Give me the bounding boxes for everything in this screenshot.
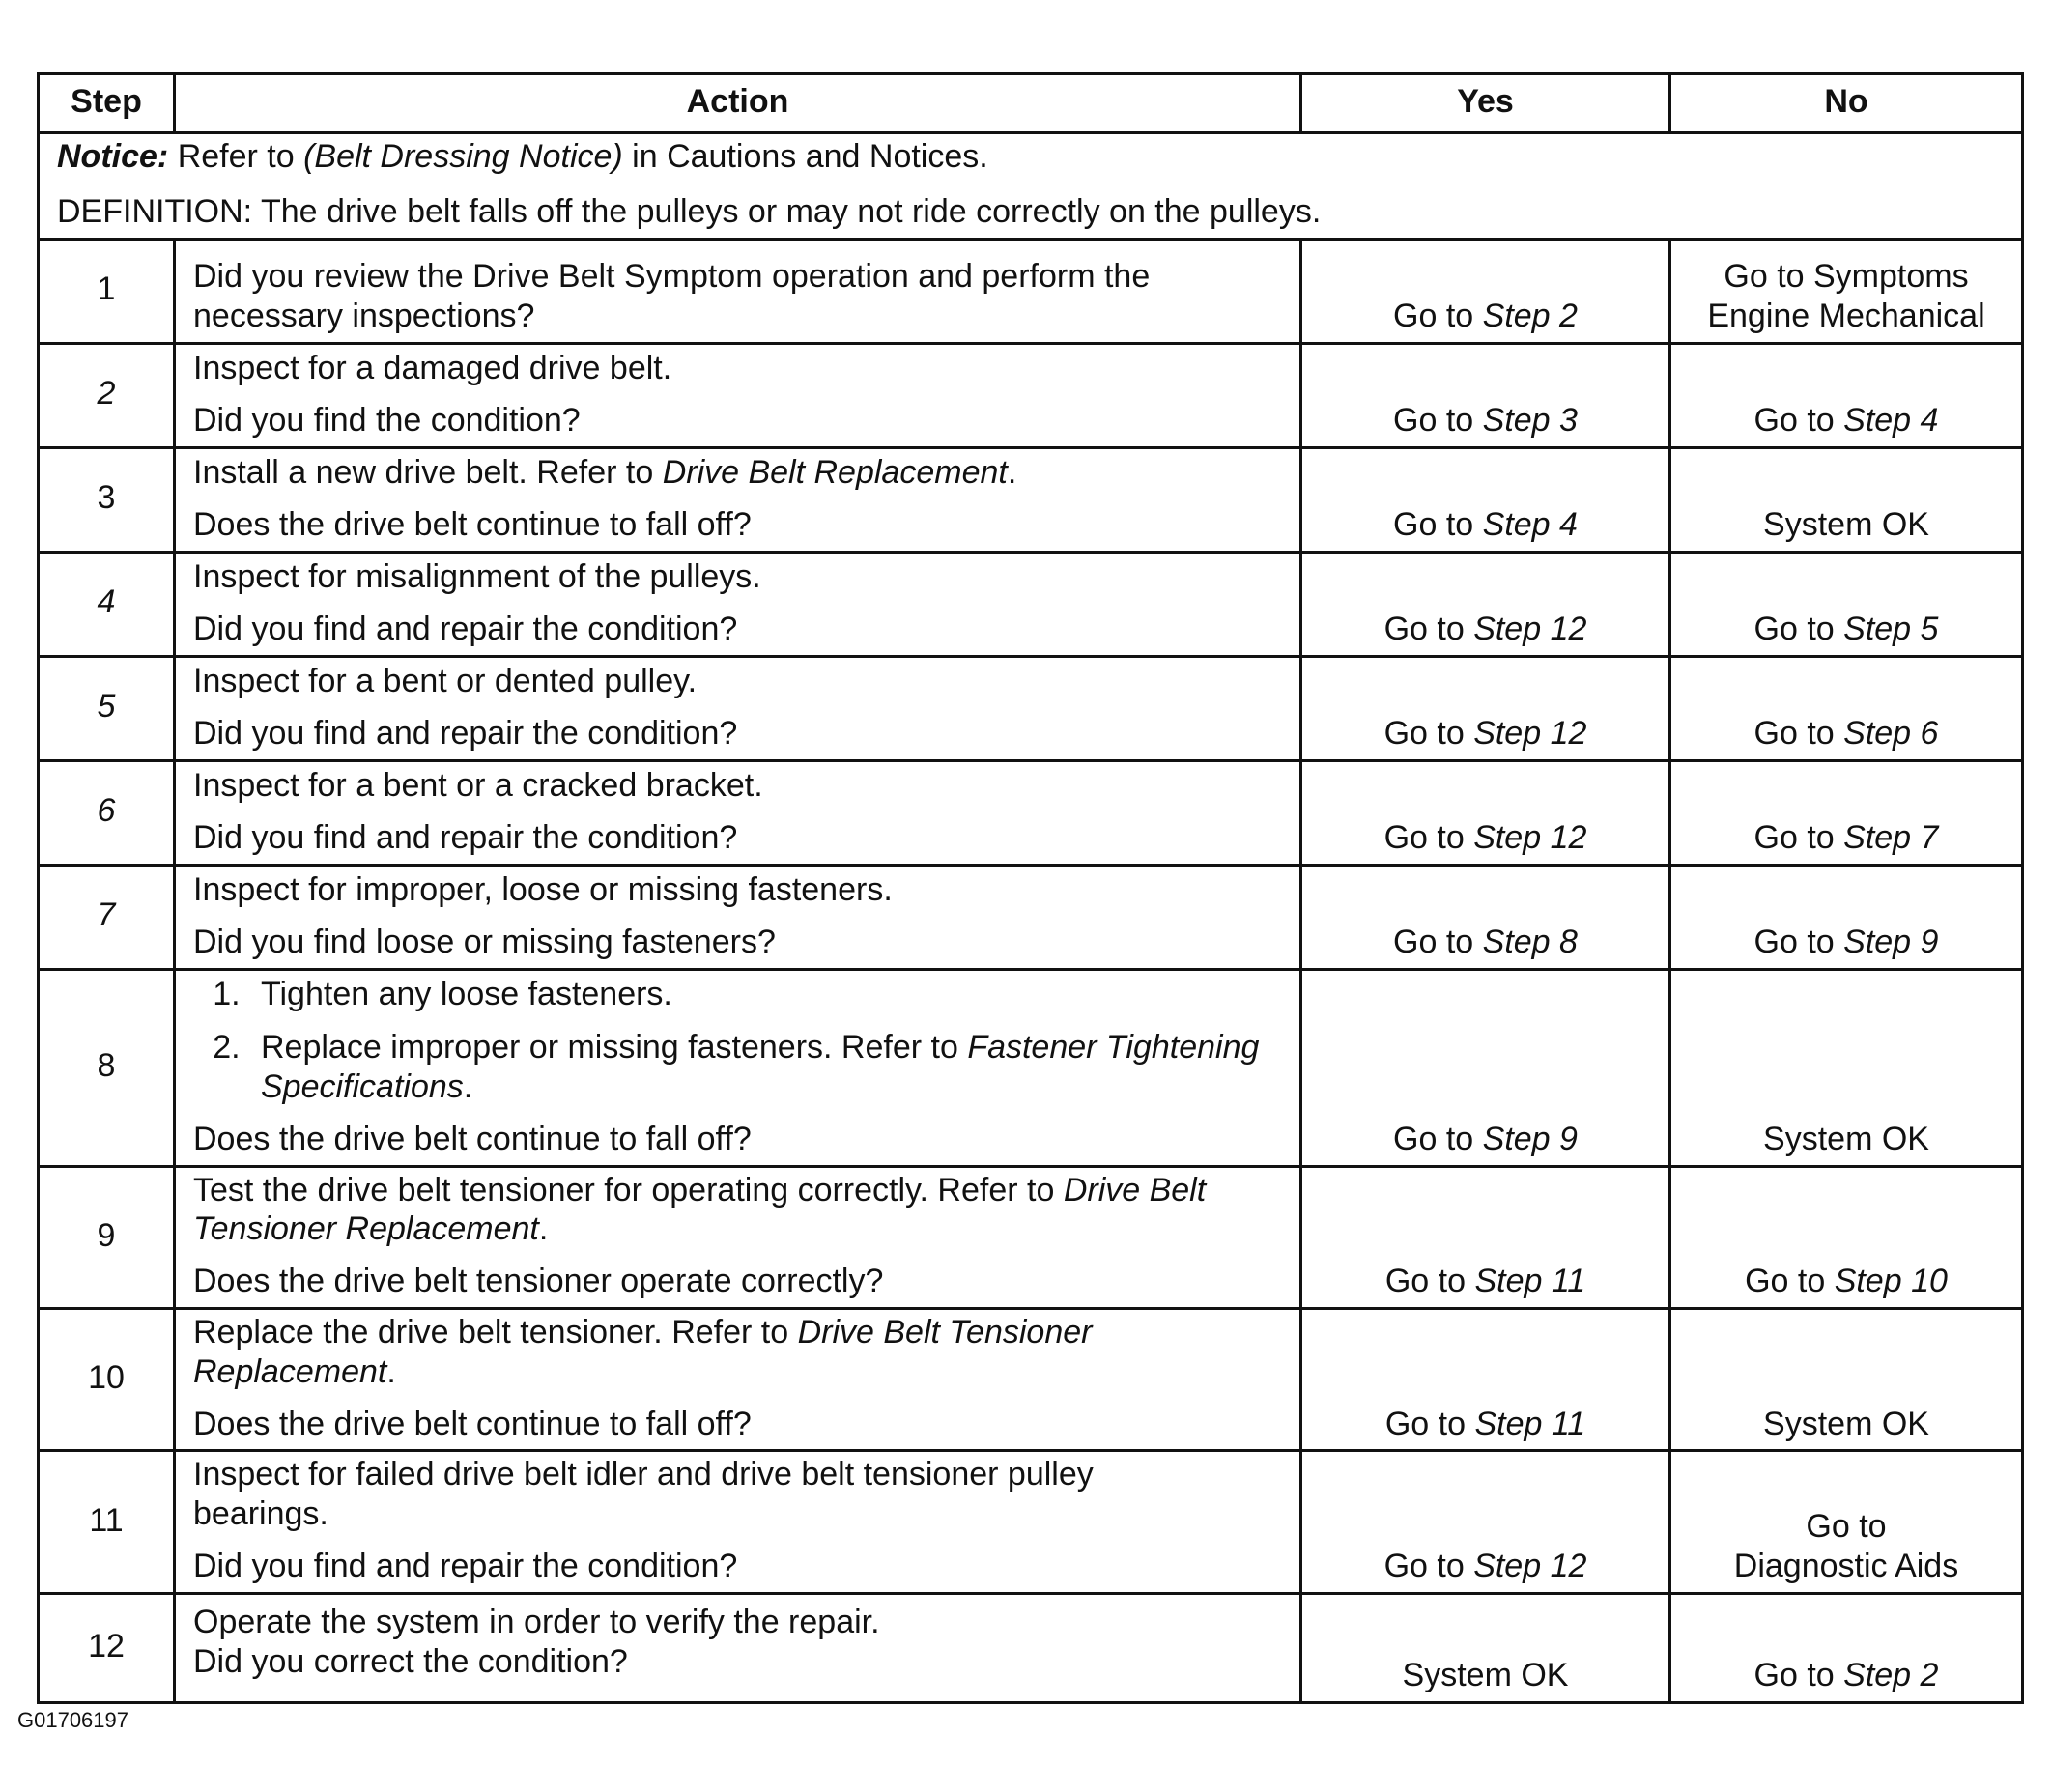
no-cell <box>1670 865 2023 969</box>
action-text: Inspect for improper, loose or missing fasteners. <box>193 871 893 908</box>
no-text-line2[interactable]: Engine Mechanical <box>1707 297 1985 334</box>
yes-step-link[interactable]: Step 12 <box>1473 610 1587 647</box>
yes-prefix: Go to <box>1383 1547 1474 1584</box>
table-row <box>39 656 2023 760</box>
header-action: Action <box>175 74 1301 133</box>
action-cell <box>175 343 1301 447</box>
action-text: Inspect for failed drive belt idler and drive belt tensioner pulley bearings. <box>193 1456 1094 1533</box>
no-cell: System OK <box>1670 447 2023 552</box>
list-item-post: . <box>463 1068 473 1105</box>
action-text-post: . <box>1007 454 1017 491</box>
action-cell <box>175 865 1301 969</box>
yes-cell: System OK <box>1301 1593 1670 1702</box>
figure-id: G01706197 <box>17 1708 128 1732</box>
yes-step-link[interactable]: Step 12 <box>1473 714 1587 752</box>
step-number: 8 <box>39 969 175 1166</box>
action-reference-link[interactable]: Fastener Tightening Specifications <box>261 1029 1260 1105</box>
notice-row <box>39 133 2023 240</box>
step-number: 3 <box>39 447 175 552</box>
no-prefix: Go to <box>1753 923 1844 960</box>
action-cell <box>175 1308 1301 1450</box>
action-cell <box>175 656 1301 760</box>
no-text-line1[interactable]: Go to <box>1806 1508 1887 1546</box>
yes-prefix: Go to <box>1383 818 1474 856</box>
notice-pre: Refer to <box>177 138 304 175</box>
no-step-link[interactable]: Step 10 <box>1834 1263 1948 1300</box>
action-text-post: . <box>538 1210 549 1248</box>
table-row <box>39 1451 2023 1593</box>
action-cell <box>175 1166 1301 1308</box>
no-cell: System OK <box>1670 969 2023 1166</box>
no-prefix: Go to <box>1753 818 1844 856</box>
yes-step-link[interactable]: Step 3 <box>1482 401 1578 439</box>
action-question: Did you find and repair the condition? <box>193 818 738 856</box>
list-item-pre: Replace improper or missing fasteners. Refer to <box>261 1029 968 1067</box>
table-row <box>39 1593 2023 1702</box>
table-row <box>39 447 2023 552</box>
yes-cell <box>1301 1308 1670 1450</box>
step-number: 11 <box>39 1451 175 1593</box>
action-question: Does the drive belt continue to fall off? <box>193 1405 752 1442</box>
action-cell <box>175 969 1301 1166</box>
step-number: 9 <box>39 1166 175 1308</box>
step-number: 1 <box>39 239 175 343</box>
no-cell <box>1670 1593 2023 1702</box>
header-step: Step <box>39 74 175 133</box>
action-cell <box>175 447 1301 552</box>
no-step-link[interactable]: Step 7 <box>1843 818 1939 856</box>
action-reference-link[interactable]: Drive Belt Replacement <box>662 454 1008 491</box>
step-number: 6 <box>39 760 175 865</box>
definition-text: DEFINITION: The drive belt falls off the pulleys or may not ride correctly on the pulleys. <box>57 192 1322 230</box>
yes-step-link[interactable]: Step 8 <box>1482 923 1578 960</box>
action-question: Did you find and repair the condition? <box>193 610 738 647</box>
action-cell <box>175 239 1301 343</box>
action-text <box>193 453 1282 493</box>
action-numbered-list <box>193 975 1282 1106</box>
action-question: Did you find and repair the condition? <box>193 1547 738 1584</box>
action-text <box>193 1171 1282 1250</box>
yes-prefix: Go to <box>1393 401 1483 439</box>
header-row <box>39 74 2023 133</box>
step-number: 12 <box>39 1593 175 1702</box>
yes-cell <box>1301 447 1670 552</box>
header-no: No <box>1670 74 2023 133</box>
yes-prefix: Go to <box>1393 923 1483 960</box>
no-text-line1[interactable]: Go to Symptoms <box>1724 258 1969 295</box>
yes-step-link[interactable]: Step 2 <box>1482 297 1578 334</box>
yes-step-link[interactable]: Step 11 <box>1474 1405 1586 1442</box>
yes-cell <box>1301 343 1670 447</box>
action-text-pre: Install a new drive belt. Refer to <box>193 454 663 491</box>
action-question: Does the drive belt tensioner operate correctly? <box>193 1263 884 1300</box>
action-question: Did you find the condition? <box>193 401 581 439</box>
list-item: 1. Tighten any loose fasteners. <box>249 975 1282 1014</box>
no-prefix: Go to <box>1753 714 1844 752</box>
yes-cell <box>1301 239 1670 343</box>
no-step-link[interactable]: Step 6 <box>1843 714 1939 752</box>
no-cell <box>1670 1166 2023 1308</box>
no-cell: System OK <box>1670 1308 2023 1450</box>
action-text: Inspect for a bent or a cracked bracket. <box>193 767 763 804</box>
action-question: Did you find loose or missing fasteners? <box>193 923 776 960</box>
yes-prefix: Go to <box>1393 297 1483 334</box>
action-text: Did you review the Drive Belt Symptom operation and perform the necessary inspections? <box>193 258 1151 334</box>
notice-label: Notice: <box>57 138 169 175</box>
step-number: 10 <box>39 1308 175 1450</box>
table-row <box>39 760 2023 865</box>
yes-step-link[interactable]: Step 9 <box>1482 1120 1578 1157</box>
table-row <box>39 343 2023 447</box>
step-number: 4 <box>39 552 175 656</box>
no-cell <box>1670 760 2023 865</box>
action-text-pre: Test the drive belt tensioner for operating correctly. Refer to <box>193 1171 1064 1209</box>
action-question: Does the drive belt continue to fall off? <box>193 505 752 543</box>
no-prefix: Go to <box>1753 1656 1844 1693</box>
no-step-link[interactable]: Step 2 <box>1843 1656 1939 1693</box>
action-reference-link[interactable]: Drive Belt Tensioner Replacement <box>193 1171 1207 1248</box>
action-question: Did you find and repair the condition? <box>193 714 738 752</box>
header-yes: Yes <box>1301 74 1670 133</box>
notice-post: in Cautions and Notices. <box>622 138 988 175</box>
action-question: Does the drive belt continue to fall off? <box>193 1120 752 1157</box>
table-row <box>39 969 2023 1166</box>
no-step-link[interactable]: Step 4 <box>1843 401 1939 439</box>
no-cell <box>1670 239 2023 343</box>
yes-prefix: Go to <box>1383 610 1474 647</box>
yes-prefix: Go to <box>1393 505 1483 543</box>
no-cell <box>1670 343 2023 447</box>
no-cell <box>1670 1451 2023 1593</box>
table-row <box>39 552 2023 656</box>
notice-reference: (Belt Dressing Notice) <box>303 138 623 175</box>
action-cell <box>175 1593 1301 1702</box>
no-prefix: Go to <box>1753 401 1844 439</box>
action-cell <box>175 760 1301 865</box>
step-number: 7 <box>39 865 175 969</box>
step-number: 2 <box>39 343 175 447</box>
action-text: Inspect for a bent or dented pulley. <box>193 663 698 699</box>
action-text: Inspect for a damaged drive belt. <box>193 350 672 386</box>
no-step-link[interactable]: Step 5 <box>1843 610 1939 647</box>
step-number: 5 <box>39 656 175 760</box>
yes-cell <box>1301 760 1670 865</box>
yes-cell <box>1301 656 1670 760</box>
yes-cell <box>1301 1166 1670 1308</box>
table-row <box>39 1308 2023 1450</box>
yes-prefix: Go to <box>1393 1120 1483 1157</box>
yes-cell <box>1301 865 1670 969</box>
action-text: Inspect for misalignment of the pulleys. <box>193 558 761 595</box>
action-text <box>193 1313 1282 1392</box>
no-prefix: Go to <box>1745 1263 1835 1300</box>
yes-step-link[interactable]: Step 12 <box>1473 818 1587 856</box>
yes-cell <box>1301 552 1670 656</box>
no-cell <box>1670 656 2023 760</box>
table-row <box>39 865 2023 969</box>
action-cell <box>175 552 1301 656</box>
list-item <box>249 1028 1282 1107</box>
yes-cell <box>1301 969 1670 1166</box>
no-prefix: Go to <box>1753 610 1844 647</box>
action-text-post: . <box>386 1352 396 1390</box>
table-row <box>39 239 2023 343</box>
yes-prefix: Go to <box>1383 714 1474 752</box>
yes-prefix: Go to <box>1384 1263 1475 1300</box>
yes-step-link[interactable]: Step 12 <box>1473 1547 1587 1584</box>
action-text: Operate the system in order to verify the repair. <box>193 1603 880 1640</box>
no-step-link[interactable]: Step 9 <box>1843 923 1939 960</box>
no-text-line2[interactable]: Diagnostic Aids <box>1733 1547 1959 1584</box>
action-question: Did you correct the condition? <box>193 1642 628 1680</box>
notice-text <box>57 137 2004 177</box>
diagnostic-table <box>37 72 2024 1704</box>
action-text-pre: Replace the drive belt tensioner. Refer to <box>193 1313 798 1351</box>
action-cell <box>175 1451 1301 1593</box>
yes-prefix: Go to <box>1384 1405 1475 1442</box>
action-reference-link[interactable]: Drive Belt Tensioner Replacement <box>193 1313 1093 1390</box>
no-cell <box>1670 552 2023 656</box>
yes-step-link[interactable]: Step 11 <box>1474 1263 1586 1300</box>
table-row <box>39 1166 2023 1308</box>
yes-step-link[interactable]: Step 4 <box>1482 505 1578 543</box>
yes-cell <box>1301 1451 1670 1593</box>
